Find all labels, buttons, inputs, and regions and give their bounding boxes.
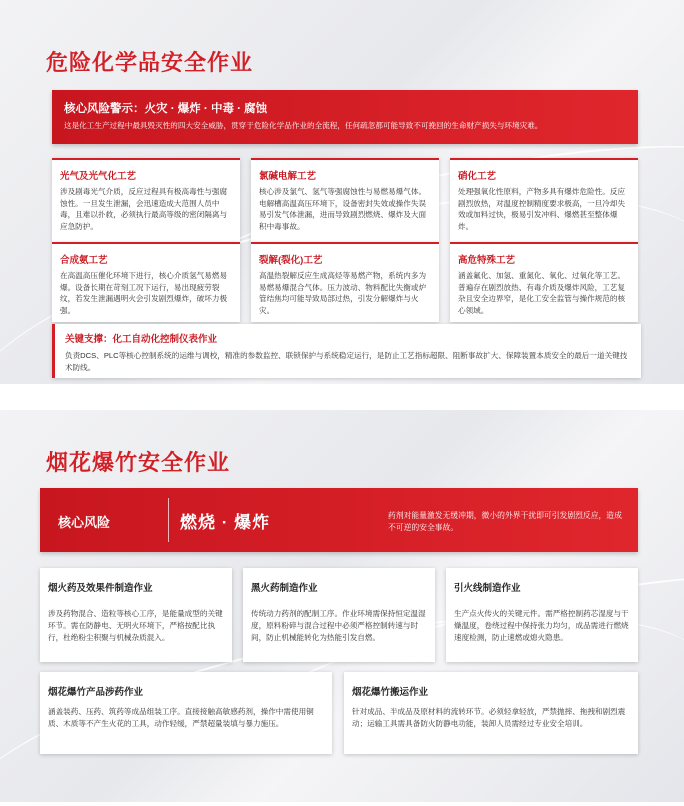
- card-title: 光气及光气化工艺: [60, 171, 137, 182]
- card-desc: 在高温高压催化环境下进行，核心介质氢气易燃易爆。设备长期在苛刻工况下运行，易出现疲劳裂纹，若发生泄漏遇明火会引发剧烈爆炸，破坏力极强。: [60, 271, 228, 315]
- card-desc: 涉及剧毒光气介质，反应过程具有极高毒性与强腐蚀性。一旦发生泄漏，会迅速造成大范围人员中毒，且难以扑救，必须执行最高等级的密闭隔离与应急防护。: [60, 187, 228, 231]
- key-support-desc: 负责DCS、PLC等核心控制系统的运维与调校，精准的参数监控、联锁保护与系统稳定运行，是防止工艺指标超限、阻断事故扩大、保障装置本质安全的最后一道关键技术防线。: [65, 351, 628, 372]
- card-desc: 涵盖氟化、加氢、重氮化、氧化、过氧化等工艺。普遍存在剧烈放热、有毒介质及爆炸风险，工艺复杂且安全边界窄，是化工安全监管与操作规范的核心领域。: [458, 271, 626, 315]
- core-risk-desc: 药剂对能量激发无缓冲期，微小的外界干扰即可引发剧烈反应，造成不可逆的安全事故。: [388, 511, 622, 532]
- card-desc: 涵盖装药、压药、筑药等成品组装工序。直接接触高敏感药剂，操作中需使用铜质、木质等不产生火花的工具，动作轻缓，严禁超量装填与暴力施压。: [48, 707, 314, 728]
- card-desc: 针对成品、半成品及原材料的流转环节。必须轻拿轻放，严禁抛摔、拖拽和剧烈震动；运输工具需具备防火防静电功能，装卸人员需经过专业安全培训。: [352, 707, 626, 728]
- core-risk-banner: [52, 90, 638, 144]
- core-risk-label: 核心风险: [58, 515, 111, 530]
- process-card: [52, 242, 240, 322]
- operation-card: [40, 568, 232, 662]
- card-title: 烟花爆竹产品涉药作业: [48, 687, 144, 698]
- card-desc: 涉及药物混合、造粒等核心工序，是能量成型的关键环节。需在防静电、无明火环境下，严格按配比执行，杜绝粉尘积聚与机械杂质混入。: [48, 609, 223, 642]
- card-title: 黑火药制造作业: [251, 583, 318, 594]
- card-desc: 传统动力药剂的配制工序。作业环境需保持恒定温湿度，原料粉碎与混合过程中必须严格控制转速与时间，防止机械能转化为热能引发自燃。: [251, 609, 426, 642]
- core-risk-keywords: 燃烧 · 爆炸: [180, 513, 271, 532]
- core-risk-banner: [40, 488, 638, 552]
- divider: [168, 498, 169, 542]
- core-risk-heading: 核心风险警示：火灾 · 爆炸 · 中毒 · 腐蚀: [64, 103, 268, 115]
- process-card: [450, 158, 638, 242]
- slide-hazardous-chemicals: [0, 0, 684, 384]
- card-desc: 高温热裂解反应生成高烃等易燃产物，系统内多为易燃易爆混合气体。压力波动、物料配比失衡或炉管结焦均可能导致局部过热，引发分解爆炸与火灾。: [259, 271, 427, 315]
- key-support-panel: [52, 324, 641, 378]
- card-title: 裂解(裂化)工艺: [259, 255, 323, 266]
- card-title: 高危特殊工艺: [458, 255, 516, 266]
- process-card: [52, 158, 240, 242]
- card-title: 硝化工艺: [458, 171, 497, 182]
- card-desc: 处理强氧化性原料，产物多具有爆炸危险性。反应剧烈放热，对温度控制精度要求极高，一旦冷却失效或加料过快，极易引发冲料、爆燃甚至整体爆炸。: [458, 187, 626, 231]
- key-support-title: 关键支撑：化工自动化控制仪表作业: [65, 334, 218, 345]
- page-title: 危险化学品安全作业: [46, 50, 254, 75]
- process-card: [450, 242, 638, 322]
- operation-card: [243, 568, 435, 662]
- card-title: 烟火药及效果件制造作业: [48, 583, 153, 594]
- card-desc: 生产点火传火的关键元件。需严格控制药芯湿度与干燥温度，卷绕过程中保持张力均匀，成品需进行燃烧速度检测，防止速燃或熄火隐患。: [454, 609, 629, 642]
- process-card: [251, 242, 439, 322]
- card-title: 合成氨工艺: [60, 255, 108, 266]
- card-title: 引火线制造作业: [454, 583, 521, 594]
- operation-card: [446, 568, 638, 662]
- process-card: [251, 158, 439, 242]
- card-desc: 核心涉及氯气、氢气等强腐蚀性与易燃易爆气体。电解槽高温高压环境下，设备密封失效或操作失误易引发气体泄漏，进而导致剧烈燃烧、爆炸及大面积中毒事故。: [259, 187, 427, 231]
- card-title: 氯碱电解工艺: [259, 171, 317, 182]
- operation-card: [344, 672, 638, 754]
- card-title: 烟花爆竹搬运作业: [352, 687, 429, 698]
- slide-fireworks: [0, 410, 684, 802]
- core-risk-desc: 这是化工生产过程中最具毁灭性的四大安全威胁，贯穿于危险化学品作业的全流程，任何疏忽都可能导致不可挽回的生命财产损失与环境灾难。: [64, 121, 543, 130]
- page-title: 烟花爆竹安全作业: [46, 450, 231, 475]
- operation-card: [40, 672, 332, 754]
